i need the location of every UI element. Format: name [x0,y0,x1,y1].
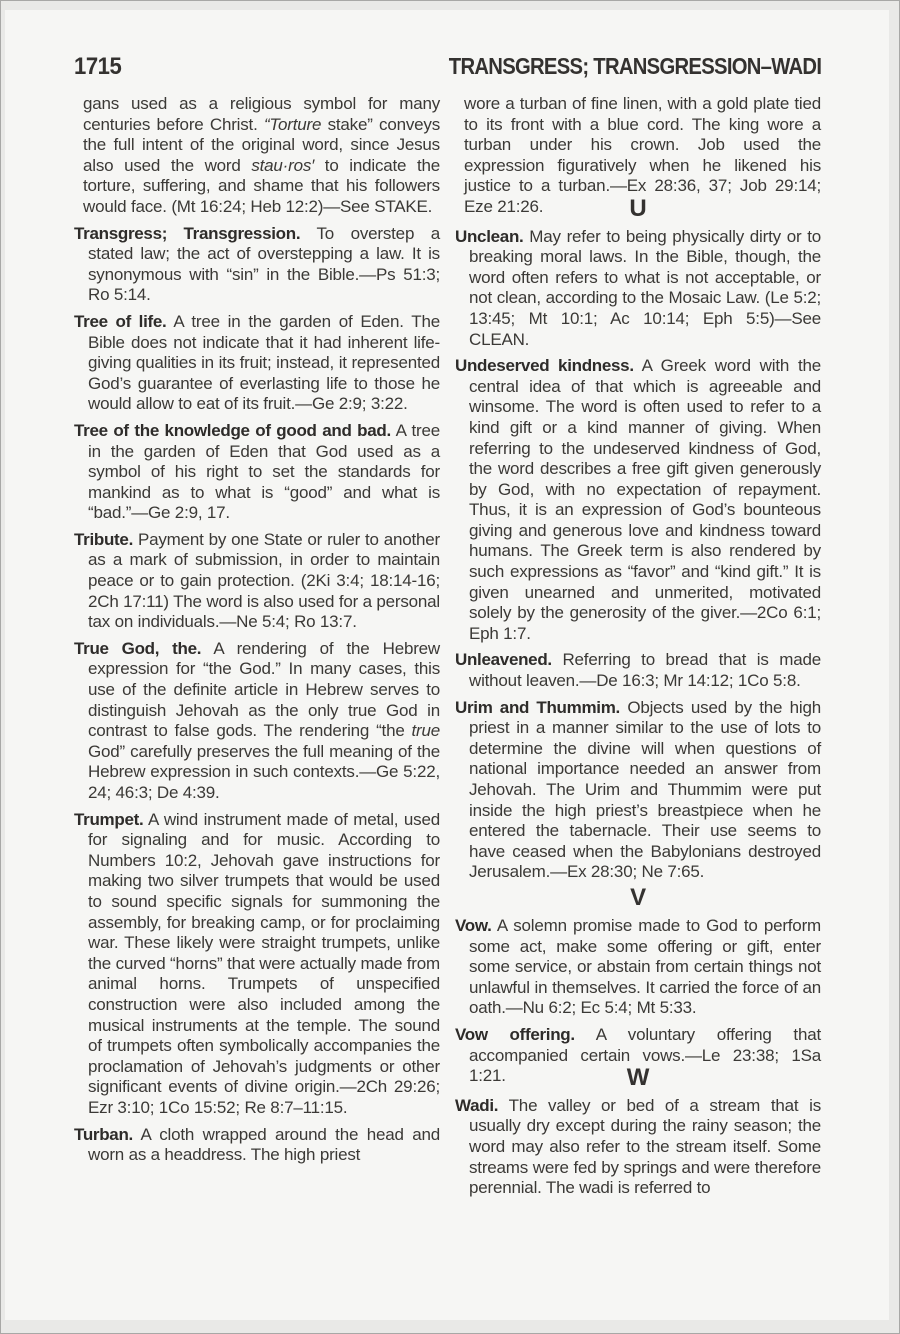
entry-term: Trumpet. [74,809,144,829]
glossary-entry [74,639,440,804]
glossary-page [5,10,889,1320]
page-number: 1715 [74,53,122,80]
entry-term: True God, the. [74,638,202,658]
glossary-entry [455,698,821,883]
glossary-entry [74,312,440,415]
body-text: May refer to being physically dirty or to breaking moral laws. In the Bible, though, the word often refers to what is not acceptable, or not clean, according to the Mosaic Law. (Le 5:2; 13:45; Mt 10:1; Ac 10:14; Eph 5:5)—See CLEAN. [469,226,821,349]
body-text: A rendering of the Hebrew expression for “the God.” In many cases, this use of the definite article in Hebrew serves to distinguish Jehovah as the only true God in contrast to false gods. The rendering “the [88,638,440,741]
glossary-entry [455,356,821,644]
page-content [74,53,821,1199]
body-text: Referring to bread that is made without leaven.—De 16:3; Mr 14:12; 1Co 5:8. [469,650,821,691]
glossary-entry [455,916,821,1019]
glossary-entry [74,810,440,1119]
section-letter-u: U [629,194,647,222]
entry-term: Tribute. [74,529,133,549]
entry-term: Vow. [455,915,492,935]
entry-term: Tree of the knowledge of good and bad. [74,420,391,440]
body-text: To overstep a stated law; the act of overstepping a law. It is synonymous with “sin” in the Bible.—Ps 51:3; Ro 5:14. [88,223,440,305]
glossary-entry [455,650,821,691]
entry-term: Turban. [74,1124,133,1144]
glossary-entry [455,1096,821,1199]
entry-term: Unleavened. [455,650,552,670]
two-column-text [74,94,821,1199]
body-text: Payment by one State or ruler to another as a mark of submission, in order to maintain peace or to gain protection. (2Ki 3:4; 18:14-16; 2Ch 17:11) The word is also used for a personal tax on individuals.—Ne 5:4; Ro 13:7. [88,529,440,632]
entry-term: Undeserved kindness. [455,356,634,376]
body-text: stake” conveys the full intent of the original word, since Jesus also used the word [83,114,441,175]
body-text: A Greek word with the central idea of that which is agreeable and winsome. The word is often used to refer to a kind gift or a kind manner of giving. When referring to the undeserved kindness of God, the word describes a free gift given generously by God, with no expectation of repayment. Thus, it is an expression of God’s bounteous giving and generous love and kindness toward humans. The Greek term is also rendered by such expressions as “favor” and “kind gift.” It is given unearned and unmerited, motivated solely by the generosity of the giver.—2Co 6:1; Eph 1:7. [469,356,821,643]
entry-term: Unclean. [455,226,524,246]
glossary-entry [74,421,440,524]
body-text: A solemn promise made to God to perform some act, make some offering or gift, enter some service, or abstain from certain things not unlawful in themselves. It carried the force of an oath.—Nu 6:2; Ec 5:4; Mt 5:33. [469,915,821,1018]
body-text: to indicate the torture, suffering, and shame that his followers would face. (Mt 16:24; Heb 12:2)—See STAKE. [83,155,440,216]
entry-term: Urim and Thummim. [455,697,620,717]
body-text: A wind instrument made of metal, used for signaling and for music. According to Numbers 10:2, Jehovah gave instructions for making two silver trumpets that would be used to sound specific signals for summoning the assembly, for breaking camp, or for proclaiming war. These likely were straight trumpets, unlike the curved “horns” that were actually made from animal horns. Trumpets of unspecified construction were also included among the musical instruments at the temple. The sound of trumpets often symbolically accompanies the proclamation of Jehovah’s judgments or other significant events of divine origin.—2Ch 29:26; Ezr 3:10; 1Co 15:52; Re 8:7–11:15. [88,809,440,1117]
glossary-entry [455,227,821,351]
entry-term: Vow offering. [455,1024,575,1044]
body-text: Objects used by the high priest in a manner similar to the use of lots to determine the divine will when questions of national importance needed an answer from Jehovah. The Urim and Thummim were put inside the high priest’s breastpiece when he entered the tabernacle. Their use seems to have ceased when the Babylonians destroyed Jerusalem.—Ex 28:30; Ne 7:65. [469,697,821,882]
body-text: The valley or bed of a stream that is usually dry except during the rainy season; the word may also refer to the stream itself. Some streams were fed by springs and were therefore perennial. The wadi is referred to [469,1095,822,1198]
body-text: A tree in the garden of Eden that God used as a symbol of his right to set the standards for mankind as to what is “good” and what is “bad.”—Ge 2:9, 17. [88,420,440,523]
glossary-entry [74,530,440,633]
glossary-entry [74,1125,440,1166]
body-text: A voluntary offering that accompanied certain vows.—Le 23:38; 1Sa 1:21. [469,1024,821,1086]
body-text: wore a turban of fine linen, with a gold plate tied to its front with a blue cord. The king wore a turban under his crown. Job used the expression figuratively when he likened his justice to a turban.—Ex 28:36, 37; Job 29:14; Eze 21:26. [464,94,821,216]
body-text: gans used as a religious symbol for many centuries before Christ. [83,94,440,134]
running-head: TRANSGRESS; TRANSGRESSION–WADI [448,53,821,79]
body-text: A cloth wrapped around the head and worn as a headdress. The high priest [88,1124,440,1165]
body-text: A tree in the garden of Eden. The Bible does not indicate that it had inherent life-giving qualities in its fruit; instead, it represented God’s guarantee of everlasting life to those he would allow to eat of its fruit.—Ge 2:9; 3:22. [88,311,440,414]
left-column [74,94,440,1199]
glossary-continuation [74,94,440,218]
body-text: God” carefully preserves the full meaning of the Hebrew expression in such contexts.—Ge 5:22, 24; 46:3; De 4:39. [88,741,440,802]
entry-term: Tree of life. [74,311,167,331]
entry-term: Transgress; Transgression. [74,223,301,243]
page-header [74,53,821,81]
section-letter-v: V [630,883,646,911]
entry-term: Wadi. [455,1095,499,1115]
right-column [455,94,821,1199]
italic-text: true [411,721,440,741]
italic-text: stau·ros′ [251,155,315,175]
italic-text: “Torture [263,114,322,134]
glossary-entry [74,224,440,306]
section-letter-w: W [626,1063,650,1091]
